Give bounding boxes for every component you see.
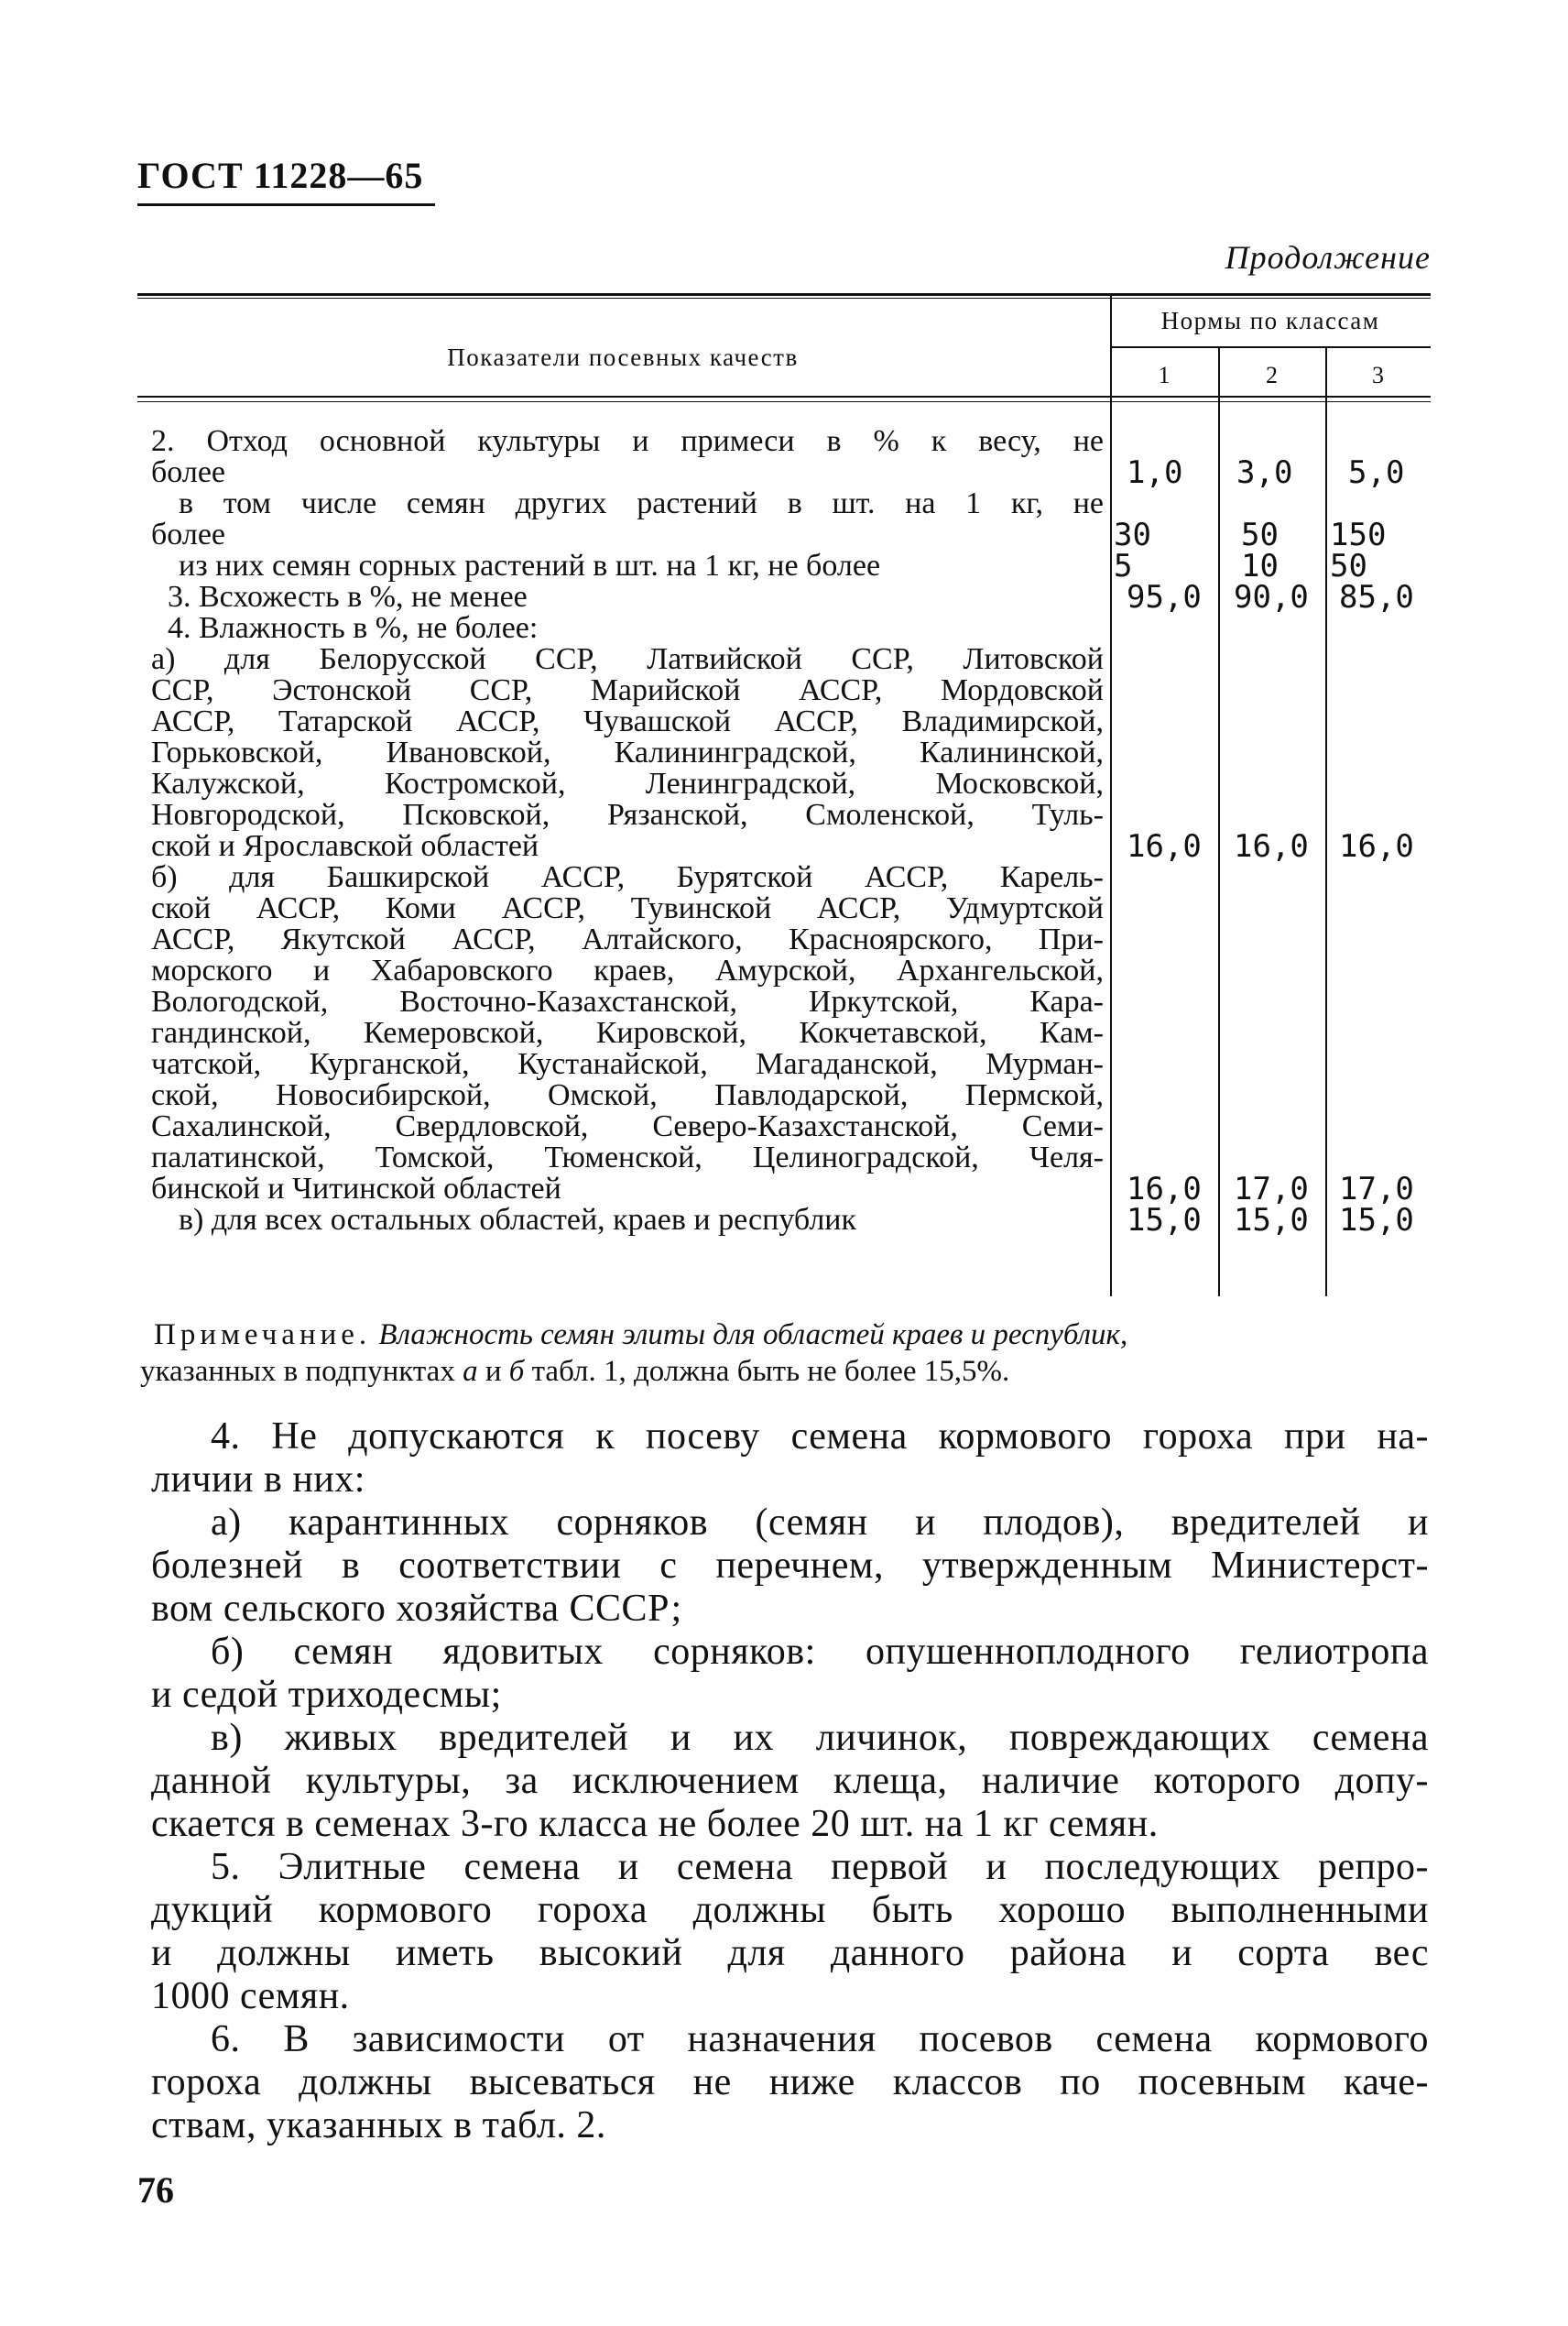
table-line: морского и Хабаровского краев, Амурской, Архангельской, [151,954,1104,988]
value-moisture-b-class3: 17,0 [1339,1171,1414,1207]
paragraph-a-line: а) карантинных сорняков (семян и плодов), вредителей и [211,1502,1429,1544]
value-germination-class1: 95,0 [1127,579,1202,616]
continuation-label: Продолжение [1225,239,1431,276]
value-other-seeds-class1: 30 [1114,517,1151,553]
value-moisture-c-class3: 15,0 [1339,1202,1414,1239]
note-line-1 [154,1316,1427,1353]
table-line: 2. Отход основной культуры и примеси в % к весу, не [151,424,1104,458]
paragraph-b-line: б) семян ядовитых сорняков: опушенноплодного гелиотропа [211,1631,1429,1673]
table-line: 4. Влажность в %, не более: [168,611,539,645]
class-header-3: 3 [1372,362,1384,388]
table-top-rule [137,293,1431,296]
table-line: Сахалинской, Свердловской, Северо-Казахстанской, Семи- [151,1109,1104,1143]
table-line: гандинской, Кемеровской, Кировской, Кокчетавской, Кам- [151,1016,1104,1050]
table-line: чатской, Курганской, Кустанайской, Магаданской, Мурман- [151,1047,1104,1081]
header-bottom-rule [137,396,1431,398]
table-line: в) для всех остальных областей, краев и республик [179,1203,856,1237]
class-header-2: 2 [1266,362,1278,388]
value-moisture-a-class2: 16,0 [1234,828,1309,865]
table-line: б) для Башкирской АССР, Бурятской АССР, Карель- [151,860,1104,894]
page-number: 76 [137,2169,174,2211]
paragraph-a-line: болезней в соответствии с перечнем, утвержденным Министерст- [151,1545,1429,1587]
table-line: 3. Всхожесть в %, не менее [168,580,528,614]
value-waste-class3: 5,0 [1348,454,1405,491]
note-label: Примечание. [154,1318,372,1351]
paragraph-5-line: 1000 семян. [151,1975,350,2017]
value-moisture-a-class3: 16,0 [1339,828,1414,865]
value-moisture-b-class2: 17,0 [1234,1171,1309,1207]
paragraph-4-line: 4. Не допускаются к посеву семена кормового гороха при на- [211,1415,1429,1458]
column-header-parameters: Показатели посевных качеств [447,344,799,371]
paragraph-6-line: ствам, указанных в табл. 2. [151,2104,606,2146]
paragraph-5-line: и должны иметь высокий для данного района и сорта вес [151,1932,1429,1974]
paragraph-6-line: гороха должны высеваться не ниже классов по посевным каче- [151,2061,1429,2103]
table-line: АССР, Татарской АССР, Чувашской АССР, Владимирской, [151,704,1104,738]
table-top-rule-thin [137,298,1431,299]
table-parameter-text [151,426,1104,1236]
value-moisture-a-class1: 16,0 [1127,828,1202,865]
paragraph-c-line: в) живых вредителей и их личинок, повреждающих семена [211,1717,1429,1759]
value-waste-class1: 1,0 [1127,454,1183,491]
value-waste-class2: 3,0 [1236,454,1293,491]
col-divider-3 [1325,346,1327,1296]
paragraph-6-line: 6. В зависимости от назначения посевов семена кормового [211,2018,1429,2060]
header-bottom-rule-thin [137,401,1431,402]
norms-divider [1110,346,1431,348]
table-line: ской и Ярославской областей [151,829,539,863]
table-line: ской, Новосибирской, Омской, Павлодарской, Пермской, [151,1078,1104,1112]
table-line: палатинской, Томской, Тюменской, Целиноградской, Челя- [151,1141,1104,1174]
table-line: ССР, Эстонской ССР, Марийской АССР, Мордовской [151,673,1104,707]
value-weed-seeds-class1: 5 [1114,548,1133,584]
table-line: а) для Белорусской ССР, Латвийской ССР, Литовской [151,642,1104,676]
column-header-norms: Нормы по классам [1160,307,1380,334]
value-other-seeds-class3: 150 [1330,517,1387,553]
table-line: ской АССР, Коми АССР, Тувинской АССР, Удмуртской [151,891,1104,925]
table-line: Калужской, Костромской, Ленинградской, Московской, [151,767,1104,801]
paragraph-5-line: дукций кормового гороха должны быть хорошо выполненными [151,1889,1429,1931]
value-weed-seeds-class3: 50 [1330,548,1367,584]
table-line: более [151,518,225,551]
table-line: Горьковской, Ивановской, Калининградской, Калининской, [151,736,1104,770]
value-moisture-c-class1: 15,0 [1127,1202,1202,1239]
note-line-2: указанных в подпунктах а и б табл. 1, должна быть не более 15,5%. [140,1355,1010,1388]
table-line: в том числе семян других растений в шт. на 1 кг, не [179,486,1104,520]
value-germination-class2: 90,0 [1234,579,1309,616]
value-moisture-b-class1: 16,0 [1127,1171,1202,1207]
paragraph-c-line: скается в семенах 3-го класса не более 20 шт. на 1 кг семян. [151,1803,1159,1845]
note-text-1: Влажность семян элиты для областей краев и республик, [371,1318,1128,1351]
table-note [140,1316,1427,1390]
table-line: более [151,455,225,489]
paragraph-c-line: данной культуры, за исключением клеща, наличие которого допу- [151,1760,1429,1802]
paragraph-a-line: вом сельского хозяйства СССР; [151,1588,682,1630]
body-text [151,1415,1429,2147]
col-divider-1 [1110,293,1112,1296]
value-germination-class3: 85,0 [1339,579,1414,616]
seed-quality-table [137,293,1431,1296]
standard-code: ГОСТ 11228—65 [137,155,424,196]
table-line: Новгородской, Псковской, Рязанской, Смоленской, Туль- [151,798,1104,832]
paragraph-b-line: и седой триходесмы; [151,1674,502,1716]
value-weed-seeds-class2: 10 [1241,548,1279,584]
table-line: Вологодской, Восточно-Казахстанской, Иркутской, Кара- [151,985,1104,1019]
col-divider-2 [1218,346,1220,1296]
table-line: из них семян сорных растений в шт. на 1 кг, не более [179,549,881,583]
paragraph-5-line: 5. Элитные семена и семена первой и последующих репро- [211,1846,1429,1888]
header-underline [137,203,435,206]
class-header-1: 1 [1158,362,1171,388]
table-line: АССР, Якутской АССР, Алтайского, Красноярского, При- [151,923,1104,956]
table-line: бинской и Читинской областей [151,1172,561,1206]
paragraph-4-line: личии в них: [151,1458,365,1501]
value-moisture-c-class2: 15,0 [1234,1202,1309,1239]
value-other-seeds-class2: 50 [1241,517,1279,553]
